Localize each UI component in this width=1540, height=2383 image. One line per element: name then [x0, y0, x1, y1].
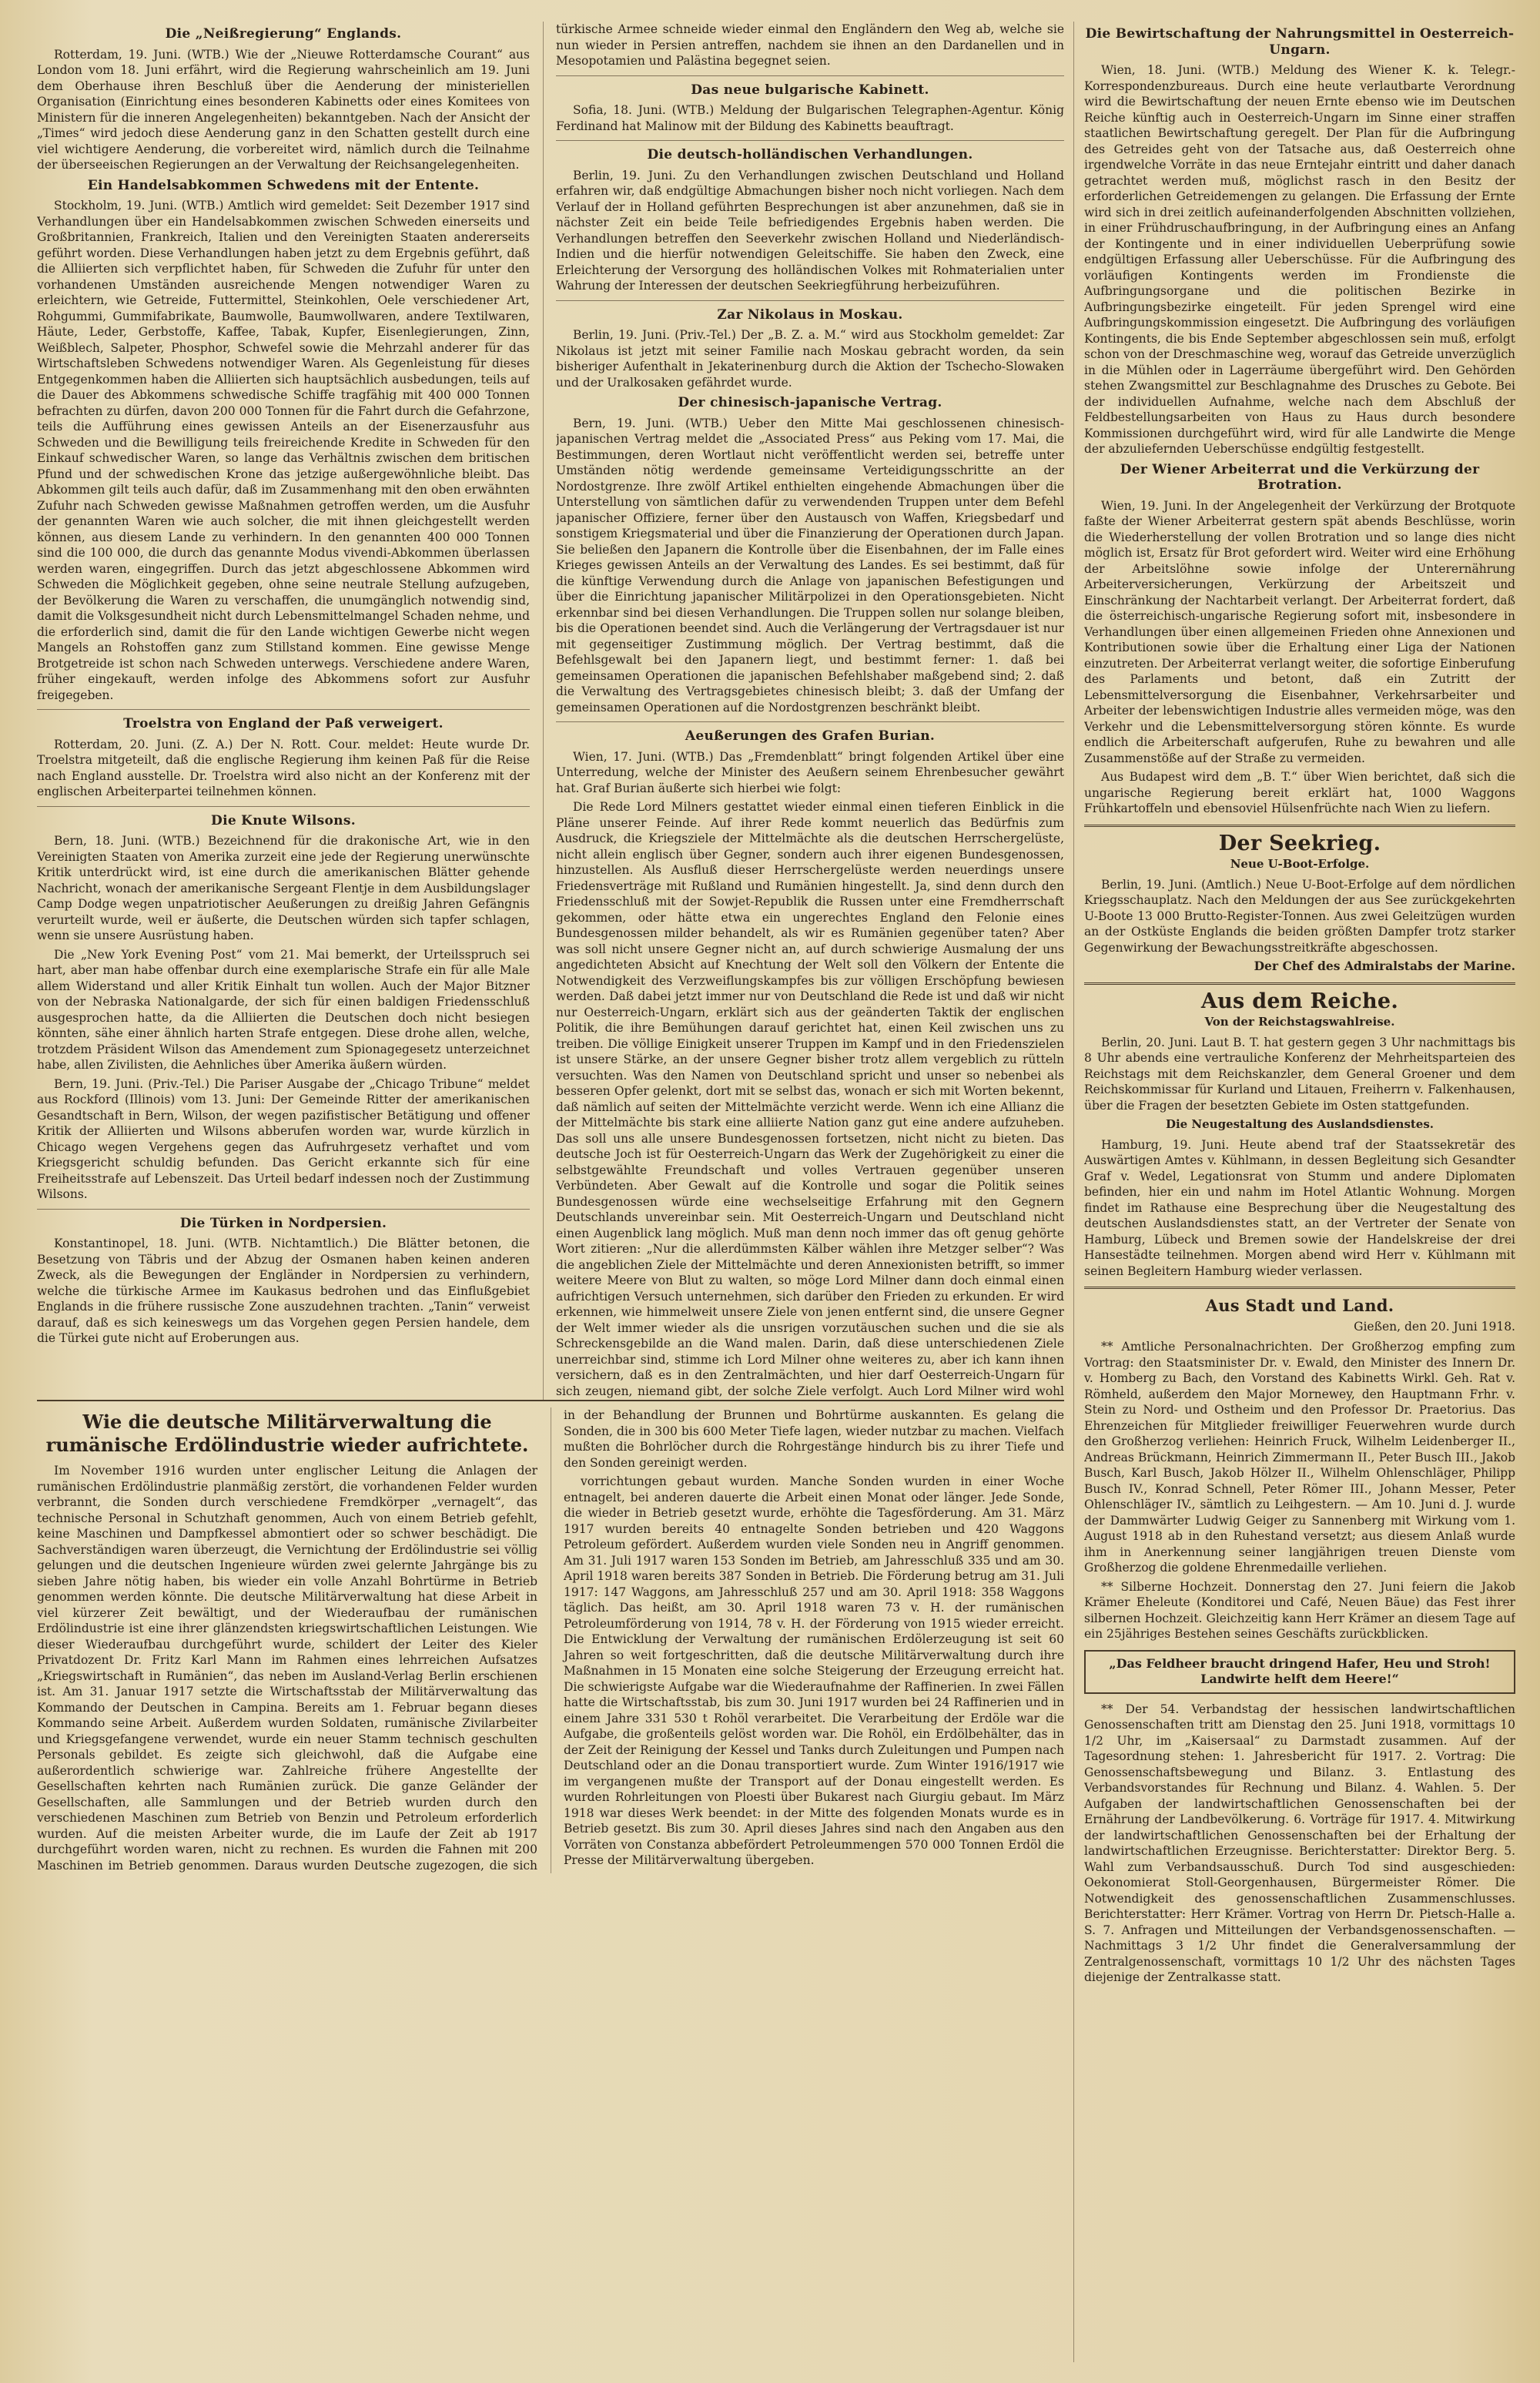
section-headline: Aus Stadt und Land.	[1205, 1296, 1394, 1315]
article-paragraph: Wien, 17. Juni. (WTB.) Das „Fremdenblatt“ bringt folgenden Artikel über eine Unterredung, welche der Minister des Aeußern seinem Ehrenbesucher gewährt hat. Graf Burian äußerte sich hierbei wie folgt:	[556, 749, 1064, 795]
headline: Aeußerungen des Grafen Burian.	[685, 728, 936, 744]
article-paragraph: Bern, 19. Juni. (WTB.) Ueber den Mitte Mai geschlossenen chinesisch-japanischen Vertrag meldet die „Associated Press“ aus Peking vom 17. Mai, die Bestimmungen, deren Wortlaut nicht veröffentlicht werden sei, betreffe unter Umständen nötig werdende gemeinsame Verteidigungsschritte an der Nordostgrenze. Ihre zwölf Artikel enthielten eingehende Abmachungen über die Unterstellung von sämtlichen dafür zu verwendenden Truppen unter dem Befehl japanischer Offiziere, ferner über den Austausch von Waffen, Kriegsbedarf und sonstigem Kriegsmaterial und über die Finanzierung der Operationen durch Japan. Sie beließen den Japanern die Kontrolle über die Eisenbahnen, der im Falle eines Krieges gewissen Anteils an der Verwaltung des Landes. Es sei bestimmt, daß für die künftige Verwendung durch die Anlage von japanischen Befestigungen und über die Einrichtung japanischer Militärpolizei in den Operationsgebieten. Nicht erkennbar sind bei diesen Verhandlungen. Die Truppen sollen nur solange bleiben, bis die Operationen beendet sind. Auch die Verlängerung der Vertragsdauer ist nur mit gegenseitiger Zustimmung möglich. Der Vertrag bestimmt, daß die Befehlsgewalt bei den Japanern liegt, und bestimmt ferner: 1. daß bei gemeinsamen Operationen die japanischen Befehlshaber maßgebend sind; 2. daß die Verwaltung des Vertragsgebietes chinesisch bleibt; 3. daß der Umfang der gemeinsamen Operationen auf die Nordostgrenzen beschränkt bleibt.	[556, 416, 1064, 715]
headline: Die Bewirtschaftung der Nahrungsmittel in Oesterreich-Ungarn.	[1085, 26, 1515, 58]
headline: Der Wiener Arbeiterrat und die Verkürzung der Brotration.	[1120, 461, 1480, 493]
headline: Der chinesisch-japanische Vertrag.	[678, 395, 942, 410]
headline: Troelstra von England der Paß verweigert.	[123, 716, 444, 731]
divider	[37, 806, 530, 807]
column-1	[37, 22, 530, 1400]
article-paragraph: Aus Budapest wird dem „B. T.“ über Wien berichtet, daß sich die ungarische Regierung bereit erklärt hat, 1000 Waggons Frühkartoffeln und ebensoviel Hülsenfrüchte nach Wien zu liefern.	[1084, 770, 1515, 815]
divider	[37, 709, 530, 710]
divider	[1084, 982, 1515, 985]
article-paragraph: ** Amtliche Personalnachrichten. Der Großherzog empfing zum Vortrag: den Staatsminister Dr. v. Ewald, den Minister des Innern Dr. v. Homberg zu Bach, den Vorstand des Kabinetts Wirkl. Geh. Rat v. Römheld, außerdem den Major Mornewey, den Hauptmann Frhr. v. Stein zu Nord- und Ostheim und den Professor Dr. Praetorius. Das Ehrenzeichen für Mitglieder freiwilliger Feuerwehren wurde durch den Großherzog verliehen: Heinrich Fruck, Wilhelm Leidenberger II., Andreas Brückmann, Heinrich Zimmermann II., Peter Busch III., Jakob Busch, Karl Busch, Jakob Hölzer II., Wilhelm Ohlenschläger, Philipp Busch IV., Konrad Schnell, Peter Römer III., Johann Messer, Peter Ohlenschläger IV., sämtlich zu Leihgestern. — Am 10. Juni d. J. wurde der Dammwärter Ludwig Geiger zu Sannenberg mit Wirkung vom 1. August 1918 ab in den Ruhestand versetzt; aus diesem Anlaß wurde ihm in Anerkennung seiner langjährigen treuen Dienste vom Großherzog die goldene Ehrenmedaille verliehen.	[1084, 1340, 1515, 1575]
article-paragraph: Hamburg, 19. Juni. Heute abend traf der Staatssekretär des Auswärtigen Amtes v. Kühlmann, in dessen Begleitung sich Gesandter Graf v. Wedel, Legationsrat von Stumm und andere Diplomaten befinden, hier ein und nahm im Hotel Atlantic Wohnung. Morgen findet im Rathause eine Besprechung über die Neugestaltung des deutschen Auslandsdienstes statt, an der Vertreter der Senate von Hamburg, Lübeck und Bremen sowie der Handelskreise der drei Hansestädte teilnehmen. Morgen abend wird Herr v. Kühlmann mit seinen Begleitern Hamburg wieder verlassen.	[1084, 1137, 1515, 1278]
article-paragraph: Wien, 19. Juni. In der Angelegenheit der Verkürzung der Brotquote faßte der Wiener Arbeiterrat gestern spät abends Beschlüsse, worin die Wiederherstellung der vollen Brotration und so lange dies nicht möglich ist, Ersatz für Brot gefordert wird. Weiter wird eine Erhöhung der Arbeitslöhne sowie infolge der Unterernährung Arbeiterversicherungen, Verkürzung der Arbeitszeit und Einschränkung der Nachtarbeit verlangt. Der Arbeiterrat fordert, daß die österreichisch-ungarische Regierung sofort mit, insbesondere in Verhandlungen über einen allgemeinen Frieden ohne Annexionen und Kontributionen sowie über die Erhaltung einer Liga der Nationen einzutreten. Der Arbeiterrat verlangt weiter, die sofortige Einberufung des Parlaments und betont, daß ein Zutritt der Lebensmittelversorgung die Eisenbahner, Verkehrsarbeiter und Arbeiter der lebenswichtigen Industrie alles vermeiden möge, was den Verkehr und die Lebensmittelversorgung stören könnte. Es wurde endlich die Arbeiterschaft aufgerufen, Ruhe zu bewahren und alle Zusammenstöße auf der Straße zu vermeiden.	[1084, 498, 1515, 765]
article-paragraph: türkische Armee schneide wieder einmal den Engländern den Weg ab, welche sie nun wieder in Persien antreffen, nachdem sie ihnen an den Dardanellen und in Mesopotamien und Palästina begegnet seien.	[556, 22, 1064, 68]
article-paragraph: Bern, 19. Juni. (Priv.-Tel.) Die Pariser Ausgabe der „Chicago Tribune“ meldet aus Rockford (Illinois) vom 13. Juni: Der Gemeinde Ritter der amerikanischen Gesandtschaft in Bern, Wilson, der wegen pazifistischer Betätigung und offener Kritik der Alliierten und Wilsons abberufen worden war, wurde kürzlich in Chicago wegen Vergehens gegen das Aufruhrgesetz verhaftet und vom Kriegsgericht schuldig befunden. Das Gericht erkannte sich für eine Freiheitsstrafe auf Lebenszeit. Das Urteil bedarf indessen noch der Zustimmung Wilsons.	[37, 1076, 530, 1201]
column-3	[1084, 22, 1515, 2362]
article-paragraph: Sofia, 18. Juni. (WTB.) Meldung der Bulgarischen Telegraphen-Agentur. König Ferdinand hat Malinow mit der Bildung des Kabinetts beauftragt.	[556, 103, 1064, 133]
subheadline: Die Neugestaltung des Auslandsdienstes.	[1165, 1117, 1435, 1131]
article-paragraph: Bern, 18. Juni. (WTB.) Bezeichnend für die drakonische Art, wie in den Vereinigten Staaten von Amerika zurzeit eine jede der Regierung unerwünschte Kritik unterdrückt wird, ist eine durch die amerikanischen Blätter gehende Nachricht, wonach der amerikanische Sergeant Flentje in dem Ausbildungslager Camp Dodge wegen unpatriotischer Aeußerungen zu dreißig Jahren Gefängnis verurteilt wurde, weil er äußerte, die Deutschen würden sich tapfer schlagen, wenn sie unsere Ausrüstung haben.	[37, 834, 530, 942]
article-paragraph: Die Rede Lord Milners gestattet wieder einmal einen tieferen Einblick in die Pläne unserer Feinde. Auf ihrer Rede kommt neuerlich das Bedürfnis zum Ausdruck, die Kriegsziele der Mittelmächte als die deutschen Herrschergelüste, nicht allein englisch über Gegner, sondern auch ihrer eigenen Bundesgenossen, hinzustellen. Als Ausfluß dieser Herrschergelüste werden neuerdings unsere Friedensverträge mit Rußland und Rumänien hingestellt. Ja, sind denn durch den Friedensschluß mit der Sowjet-Republik die Russen unter eine Fremdherrschaft gekommen, oder hätte etwa ein ungerechtes England den Felonie eines Bundesgenossen milder behandelt, als wir es Rumänien gegenüber taten? Aber was soll nicht unsere Gegner nicht an, auf durch schwierige Ausmalung der uns angedichteten Absicht auf Knechtung der Welt soll den Völkern der Entente die Notwendigkeit des Verzweiflungskampfes bis zur völligen Erschöpfung bewiesen werden. Daß dabei jetzt immer nur von Deutschland die Rede ist und daß wir nicht nur Oesterreich-Ungarn, erklärt sich aus der geänderten Taktik der englischen Politik, die ihre Bemühungen darauf gerichtet hat, einen Keil zwischen uns zu treiben. Die völlige Einigkeit unserer Truppen im Kampf und in den Friedenszielen ist unsere Stärke, an der unsere Gegner bisher trotz allem vergeblich zu rütteln versuchten. Was den Namen von Deutschland spricht und unser so nebenbei als besseren Opfer gelenkt, dort mit se selbst das, wonach er sich mit Worten bekennt, daß nämlich auf seiten der Mittelmächte verzicht werde. Wenn ich eine Allianz die der Mittelmächte bis stark eine alliierte Nation ganz gut eine andere aufzuheben. Das soll uns alle unsere Bundesgenossen fortsetzen, nicht nicht zu bieten. Das deutsche Joch ist für Oesterreich-Ungarn das Werk der Zugehörigkeit zu einer die selbstgewählte Freundschaft und volles Vertrauen gegenüber unseren Verbündeten. Aber Gewalt auf die Kontrolle und sogar die Politik seines Bundesgenossen würde eine wechselseitige Erfahrung mit den Gegnern Deutschlands unvereinbar sein. Mit Oesterreich-Ungarn und Deutschland nicht einen Augenblick lang möglich. Muß man denn noch immer das oft genug gehörte Wort zitieren: „Nur die allerdümmsten Kälber wählen ihre Metzger selber“? Was die angeblichen Ziele der Mittelmächte und deren Annexionisten betrifft, so immer weitere Meere von Blut zu walten, so möge Lord Milner dann doch einmal einen aufrichtigen Versuch unternehmen, sich darüber den Frieden zu erkunden. Er wird erkennen, wie himmelweit unsere Ziele von jenen entfernt sind, die unsere Gegner der Welt immer wieder als die unsrigen vorzutäuschen suchen und die sie als Schreckensgebilde an die Wand malen. Darin, daß diese unterschiedenen Ziele unerreichbar sind, stimme ich Lord Milner ohne weiteres zu, aber ich kann ihnen versichern, daß es in den Zentralmächten, und hier darf Oesterreich-Ungarn für sich zeugen, niemand gibt, der solche Ziele verfolgt. Auch Lord Milner wird wohl	[556, 800, 1064, 1398]
article-paragraph: Wien, 18. Juni. (WTB.) Meldung des Wiener K. k. Telegr.-Korrespondenzbureaus. Durch eine heute verlautbarte Verordnung wird die Bewirtschaftung der neuen Ernte ebenso wie im Deutschen Reiche künftig auch in Oesterreich-Ungarn im Sinne einer straffen staatlichen Bewirtschaftung geregelt. Der Plan für die Aufbringung des Getreides geht von der Tatsache aus, daß Oesterreich ohne irgendwelche Vorräte in das neue Erntejahr eintritt und daher danach getrachtet werden muß, möglichst rasch in den Besitz der erforderlichen Getreidemengen zu gelangen. Die Erfassung der Ernte wird sich in drei zeitlich aufeinanderfolgenden Abschnitten vollziehen, in einer Frühdruschaufbringung, in der Aufbringung eines an Anfang der Kontingente und in einer individuellen Ueberprüfung sowie endgültigen Erfassung aller Ueberschüsse. Für die Aufbringung des vorläufigen Kontingents werden im Frondienste die Aufbringungsorgane und die politischen Bezirke in Aufbringungsbezirke eingeteilt. Für jeden Sprengel wird eine Aufbringungskommission eingesetzt. Die Aufbringung des vorläufigen Kontingents, die bis Ende September abgeschlossen sein muß, erfolgt schon von der Dreschmaschine weg, worauf das Getreide unverzüglich in die Mühlen oder in Lagerräume übergeführt wird. Den Gehörden stehen Zwangsmittel zur Beschlagnahme des Drusches zu Gebote. Bei der individuellen Aufnahme, welche nach dem Abschluß der Feldbestellungsarbeiten von Haus zu Haus durch besondere Kommissionen durchgeführt wird, wird für alle Landwirte die Menge der abzuliefernden Ueberschüsse endgültig festgestellt.	[1084, 63, 1515, 456]
article-paragraph: vorrichtungen gebaut wurden. Manche Sonden wurden in einer Woche entnagelt, bei anderen dauerte die Arbeit einen Monat oder länger. Jede Sonde, die wieder in Betrieb gesetzt wurde, erhöhte die Tagesförderung. Am 31. März 1917 wurden bereits 40 entnagelte Sonden betrieben und 420 Waggons Petroleum gefördert. Außerdem wurden viele Sonden neu in Angriff genommen. Am 31. Juli 1917 waren 153 Sonden im Betrieb, am Jahresschluß 335 und am 30. April 1918 waren bereits 387 Sonden in Betrieb. Die Förderung betrug am 31. Juli 1917: 147 Waggons, am Jahresschluß 257 und am 30. April 1918: 358 Waggons täglich. Das heißt, am 30. April 1918 waren 73 v. H. der rumänischen Petroleumförderung von 1914, 78 v. H. der Förderung von 1915 wieder erreicht. Die Entwicklung der Verwaltung der rumänischen Erdölerzeugung ist seit 60 Jahren so weit fortgeschritten, daß die deutsche Militärverwaltung durch ihre Maßnahmen in 15 Monaten eine solche Steigerung der Erzeugung erreicht hat. Die schwierigste Aufgabe war die Wiederaufnahme der Raffinerien. In zwei Fällen hatte die Wirtschaftsstab, bis zum 30. Juni 1917 wurden bei 24 Raffinerien und in einem Jahre 331 530 t Rohöl verarbeitet. Die Verarbeitung der Erdöle war die Aufgabe, die großenteils gelöst worden war. Die Rohöl, ein Erdölbehälter, das in der Zeit der Reinigung der Kessel und Tanks durch Zuleitungen und Pumpen nach Deutschland oder an die Donau transportiert wurde. Zum Winter 1916/1917 wie im vergangenen mußte der Transport auf der Donau eingestellt werden. Es wurden Rohrleitungen von Ploesti über Bukarest nach Giurgiu gebaut. Im März 1918 war dieses Werk beendet: in der Mitte des folgenden Monats wurde es in Betrieb gesetzt. Bis zum 30. April dieses Jahres sind nach den Angaben aus den Vorräten von Constanza abbefördert Petroleummengen 570 000 Tonnen Erdöl die Presse der Militärverwaltung übergeben.	[564, 1474, 1064, 1867]
divider	[556, 140, 1064, 141]
article-paragraph: Berlin, 19. Juni. Zu den Verhandlungen zwischen Deutschland und Holland erfahren wir, daß endgültige Abmachungen bisher noch nicht vorliegen. Nach dem Verlauf der in Holland geführten Besprechungen ist aber anzunehmen, daß sie in nächster Zeit ein beide Teile befriedigendes Ergebnis haben werden. Die Verhandlungen betreffen den Seeverkehr zwischen Holland und Niederländisch-Indien und die hierfür notwendigen Geleitschiffe. Sie haben den Zweck, eine Erleichterung der Versorgung des holländischen Volkes mit Rohmaterialien unter Wahrung der Interessen der deutschen Seekriegführung herbeizuführen.	[556, 168, 1064, 293]
divider	[1084, 1287, 1515, 1289]
boxed-notice: „Das Feldheer braucht dringend Hafer, Heu und Stroh! Landwirte helft dem Heere!“	[1084, 1650, 1515, 1694]
article-paragraph: Die „New York Evening Post“ vom 21. Mai bemerkt, der Urteilsspruch sei hart, aber man habe offenbar durch eine exemplarische Strafe ein für alle Male allem Widerstand und aller Kritik Einhalt tun wollen. Auch der Major Bitzner von der Nebraska Nationalgarde, der sich für einen baldigen Friedensschluß ausgesprochen hatte, da die Alliierten die Deutschen doch nicht besiegen könnten, sähe einer ähnlich harten Strafe entgegen. Diese drohe allen, welche, trotzdem Präsident Wilson das Amendement zum Spionagegesetz unterzeichnet habe, allen Zivilisten, die Aehnliches über Amerika äußern würden.	[37, 947, 530, 1072]
article-paragraph: Berlin, 19. Juni. (Priv.-Tel.) Der „B. Z. a. M.“ wird aus Stockholm gemeldet: Zar Nikolaus ist jetzt mit seiner Familie nach Moskau gebracht worden, da sein bisheriger Aufenthalt in Jekaterinenburg durch die Aktion der Tschecho-Slowaken und der Uralkosaken gefährdet wurde.	[556, 328, 1064, 390]
bottom-article	[37, 1407, 1064, 2362]
section-divider	[37, 1400, 1064, 1401]
subheadline: Neue U-Boot-Erfolge.	[1230, 857, 1370, 871]
article-paragraph: Berlin, 20. Juni. Laut B. T. hat gestern gegen 3 Uhr nachmittags bis 8 Uhr abends eine vertrauliche Konferenz der Mehrheitsparteien des Reichstags mit dem Reichskanzler, dem General Groener und dem Reichskommissar für Kurland und Litauen, Freiherrn v. Falkenhausen, über die Fragen der besetzten Gebiete im Osten stattgefunden.	[1084, 1035, 1515, 1113]
bottom-article-columns	[37, 1407, 1064, 1873]
section-headline: Der Seekrieg.	[1218, 831, 1381, 855]
divider	[556, 721, 1064, 722]
divider	[37, 1209, 530, 1210]
subheadline: Von der Reichstagswahlreise.	[1204, 1015, 1395, 1029]
column-2	[556, 22, 1064, 1400]
headline: Die „Neißregierung“ Englands.	[165, 26, 402, 42]
article-paragraph: ** Silberne Hochzeit. Donnerstag den 27. Juni feiern die Jakob Krämer Eheleute (Konditorei und Café, Neuen Bäue) das Fest ihrer silbernen Hochzeit. Gleichzeitig kann Herr Krämer an diesem Tage auf ein 25jähriges Bestehen seines Geschäfts zurückblicken.	[1084, 1579, 1515, 1641]
headline: Zar Nikolaus in Moskau.	[717, 306, 903, 323]
article-paragraph: Rotterdam, 20. Juni. (Z. A.) Der N. Rott. Cour. meldet: Heute wurde Dr. Troelstra mitgeteilt, daß die englische Regierung ihm keinen Paß für die Reise nach England ausstelle. Dr. Troelstra wird also nicht an der Konferenz mit der englischen Arbeiterpartei teilnehmen können.	[37, 737, 530, 798]
section-headline: Aus dem Reiche.	[1200, 989, 1399, 1013]
article-paragraph: Stockholm, 19. Juni. (WTB.) Amtlich wird gemeldet: Seit Dezember 1917 sind Verhandlungen über ein Handelsabkommen zwischen Schweden einerseits und Großbritannien, Frankreich, Italien und den Vereinigten Staaten andererseits geführt worden. Diese Verhandlungen haben jetzt zu dem Ergebnis geführt, daß die Alliierten sich verpflichtet haben, für Schweden die Zufuhr für unter den vorhandenen Umständen ausreichende Mengen notwendiger Waren zu erleichtern, wie Getreide, Futtermittel, Steinkohlen, Oele verschiedener Art, Rohgummi, Gummifabrikate, Baumwolle, Baumwollwaren, andere Textilwaren, Häute, Leder, Gerbstoffe, Kaffee, Tabak, Kupfer, Eisenlegierungen, Zinn, Weißblech, Salpeter, Phosphor, Schwefel sowie die Mehrzahl anderer für das Wirtschaftsleben Schwedens notwendiger Waren. Als Gegenleistung für dieses Entgegenkommen haben die Alliierten sich hauptsächlich ausbedungen, teils auf die Dauer des Abkommens schwedische Schiffe tragfähig mit 400 000 Tonnen befrachten zu dürfen, davon 200 000 Tonnen für die Fahrt durch die Gefahrzone, teils die Aufführung eines gewissen Anteils an der Eisenerzausfuhr aus Schweden und die Bewilligung teils freireichende Kredite in Schweden für den Einkauf schwedischer Waren, so lange das Verhältnis zwischen dem britischen Pfund und der schwedischen Krone das jetzige außergewöhnliche bleibt. Das Abkommen gilt teils auch dafür, daß im Zusammenhang mit den oben erwähnten Zufuhr nach Schweden gewisse Maßnahmen getroffen werden, um die Ausfuhr der genannten Waren wie auch solcher, die mit ihnen gleichgestellt werden können, aus diesem Lande zu verhindern. In den genannten 400 000 Tonnen sind die 100 000, die durch das genannte Modus vivendi-Abkommen überlassen werden waren, eingegriffen. Durch das jetzt abgeschlossene Abkommen wird Schweden die Möglichkeit gegeben, ohne seine neutrale Stellung aufzugeben, der Bevölkerung die Waren zu verschaffen, die unumgänglich notwendig sind, damit die Volksgesundheit nicht durch Lebensmittelmangel Schaden nehme, und die erforderlich sind, damit die für den Lande wichtigen Gewerbe nicht wegen Mangels an Rohstoffen ganz zum Stillstand kommen. Eine gewisse Menge Brotgetreide ist schon nach Schweden unterwegs. Verschiedene andere Waren, früher eingekauft, werden infolge des Abkommens sofort zur Ausfuhr freigegeben.	[37, 199, 530, 702]
article-paragraph: ** Der 54. Verbandstag der hessischen landwirtschaftlichen Genossenschaften tritt am Dienstag den 25. Juni 1918, vormittags 10 1/2 Uhr, im „Kaisersaal“ zu Darmstadt zusammen. Auf der Tagesordnung stehen: 1. Jahresbericht für 1917. 2. Vortrag: Die Genossenschaftsbewegung und Bilanz. 3. Entlastung des Verbandsvorstandes für Rechnung und Bilanz. 4. Wahlen. 5. Der Aufgaben der landwirtschaftlichen Genossenschaften bei der Ernährung der Landbevölkerung. 6. Vorträge für 1917. 4. Mitwirkung der landwirtschaftlichen Genossenschaften bei der Erhaltung der landwirtschaftlichen Erzeugnisse. Berichterstatter: Direktor Berg. 5. Wahl zum Verbandsausschuß. Durch Tod sind ausgeschieden: Oekonomierat Stoll-Georgenhausen, Bürgermeister Römer. Die Notwendigkeit des genossenschaftlichen Zusammenschlusses. Berichterstatter: Herr Krämer. Vortrag von Herrn Dr. Pietsch-Halle a. S. 7. Anfragen und Mitteilungen der Verbandsgenossenschaften. — Nachmittags 3 1/2 Uhr findet die Generalversammlung der Zentralgenossenschaft, vormittags 10 1/2 Uhr des nächsten Tages diejenige der Zentralkasse statt.	[1084, 1702, 1515, 1984]
signature: Der Chef des Admiralstabs der Marine.	[1254, 959, 1515, 973]
column-rule	[1073, 22, 1074, 2362]
article-paragraph: Rotterdam, 19. Juni. (WTB.) Wie der „Nieuwe Rotterdamsche Courant“ aus London vom 18. Juni erfährt, wird die Regierung wahrscheinlich am 19. Juni dem Oberhause ihren Beschluß über die Aenderung der ministeriellen Organisation (Einrichtung eines besonderen Kabinetts oder eines Komitees von Ministern für die inneren Angelegenheiten) bekanntgeben. Nach der Ansicht der „Times“ wird jedoch diese Aenderung ganz in den Schatten gestellt durch eine viel wichtigere Aenderung, die vorbereitet wird, nämlich durch die Teilnahme der überseeischen Regierungen an der Verwaltung der Reichsangelegenheiten.	[37, 47, 530, 172]
headline: Ein Handelsabkommen Schwedens mit der Entente.	[87, 177, 480, 193]
divider	[556, 300, 1064, 301]
divider	[556, 75, 1064, 76]
divider	[1084, 825, 1515, 827]
headline: Das neue bulgarische Kabinett.	[691, 82, 929, 98]
article-paragraph: Im November 1916 wurden unter englischer Leitung die Anlagen der rumänischen Erdölindustrie planmäßig zerstört, die vorhandenen Felder wurden verbrannt, die Sonden durch verschiedene Fremdkörper „vernagelt“, das technische Personal in Schutzhaft genommen, Auch von einem Betrieb gefehlt, keine Maschinen und Dampfkessel abmontiert oder so schwer beschädigt. Die Sachverständigen waren überzeugt, die Vernichtung der Erdölindustrie sei völlig gelungen und die deutschen Ingenieure würden zwei gelernte Jahrgänge bis zu sieben Jahre nötig haben, bis wieder ein volle Anzahl Bohrtürme in Betrieb genommen werden könnte. Die deutsche Militärverwaltung hat diese Arbeit in viel kürzerer Zeit bewältigt, und der Wiederaufbau der rumänischen Erdölindustrie ist eine ihrer glänzendsten kriegswirtschaftlichen Leistungen. Wie dieser Wiederaufbau durchgeführt wurde, schildert der Leiter des Kieler Privatdozent Dr. Fritz Karl Mann im Rahmen eines lehrreichen Aufsatzes „Kriegswirtschaft in Rumänien“, das neben im Ausland-Verlag Berlin erschienen ist. Am 31. Januar 1917 setzte die Wirtschaftsstab der Militärverwaltung das Kommando der Deutschen in Campina. Bereits am 1. Februar begann dieses Kommando seine Arbeit. Außerdem wurden Soldaten, rumänische Zivilarbeiter und Kriegsgefangene verwendet, wurde ein neuer Stamm technisch geschulten Personals gebildet. Es zeigte sich gleichwohl, daß die Aufgabe eine außerordentlich schwierige war. Zahlreiche frühere Angestellte der Gesellschaften kehrten nach Rumänien zurück. Die ganze Geländer der Gesellschaften, alle Sammlungen und der Betrieb wurden durch den verschiedenen Maschinen zum Betrieb von Benzin und Petroleum erforderlich wurden. Auf die meisten Arbeiter wurde, die im Laufe der Zeit ab 1917 durchgeführt worden waren, nicht zu rechnen. Es wurden die Fahnen mit 200 Maschinen im Betrieb genommen. Daraus wurden Deutsche zugezogen, die sich in der Behandlung der Brunnen und Bohrtürme auskannten. Es gelang die Sonden, die in 300 bis 600 Meter Tiefe lagen, wieder nutzbar zu machen. Vielfach mußten die Bohrlöcher durch die Rohrgestänge hindurch bis zu ihrer Tiefe und den Sonden gereinigt werden.	[37, 1408, 1064, 1873]
dateline: Gießen, den 20. Juni 1918.	[1354, 1319, 1515, 1334]
article-paragraph: Berlin, 19. Juni. (Amtlich.) Neue U-Boot-Erfolge auf dem nördlichen Kriegsschauplatz. Nach den Meldungen der aus See zurückgekehrten U-Boote 13 000 Brutto-Register-Tonnen. Aus zwei Geleitzügen wurden an der Ostküste Englands die beiden größten Dampfer trotz starker Gegenwirkung der Bewachungsstreitkräfte abgeschossen.	[1084, 877, 1515, 955]
bottom-article-title: Wie die deutsche Militärverwaltung die rumänische Erdölindustrie wieder aufrichtete.	[45, 1411, 529, 1456]
article-paragraph: Konstantinopel, 18. Juni. (WTB. Nichtamtlich.) Die Blätter betonen, die Besetzung von Täbris und der Abzug der Osmanen haben keinen anderen Zweck, als die Bewegungen der Engländer in Nordpersien zu verhindern, welche die türkische Armee im Kaukasus bedrohen und das Einflußgebiet Englands in die frühere russische Zone auszudehnen trachten. „Tanin“ verweist darauf, daß es sich keineswegs um das Vorgehen gegen Persien handele, dem die Türkei gute nicht auf Eroberungen aus.	[37, 1237, 530, 1345]
headline: Die Türken in Nordpersien.	[179, 1215, 387, 1231]
headline: Die deutsch-holländischen Verhandlungen.	[647, 147, 973, 162]
headline: Die Knute Wilsons.	[211, 812, 356, 828]
column-rule	[543, 22, 544, 1400]
